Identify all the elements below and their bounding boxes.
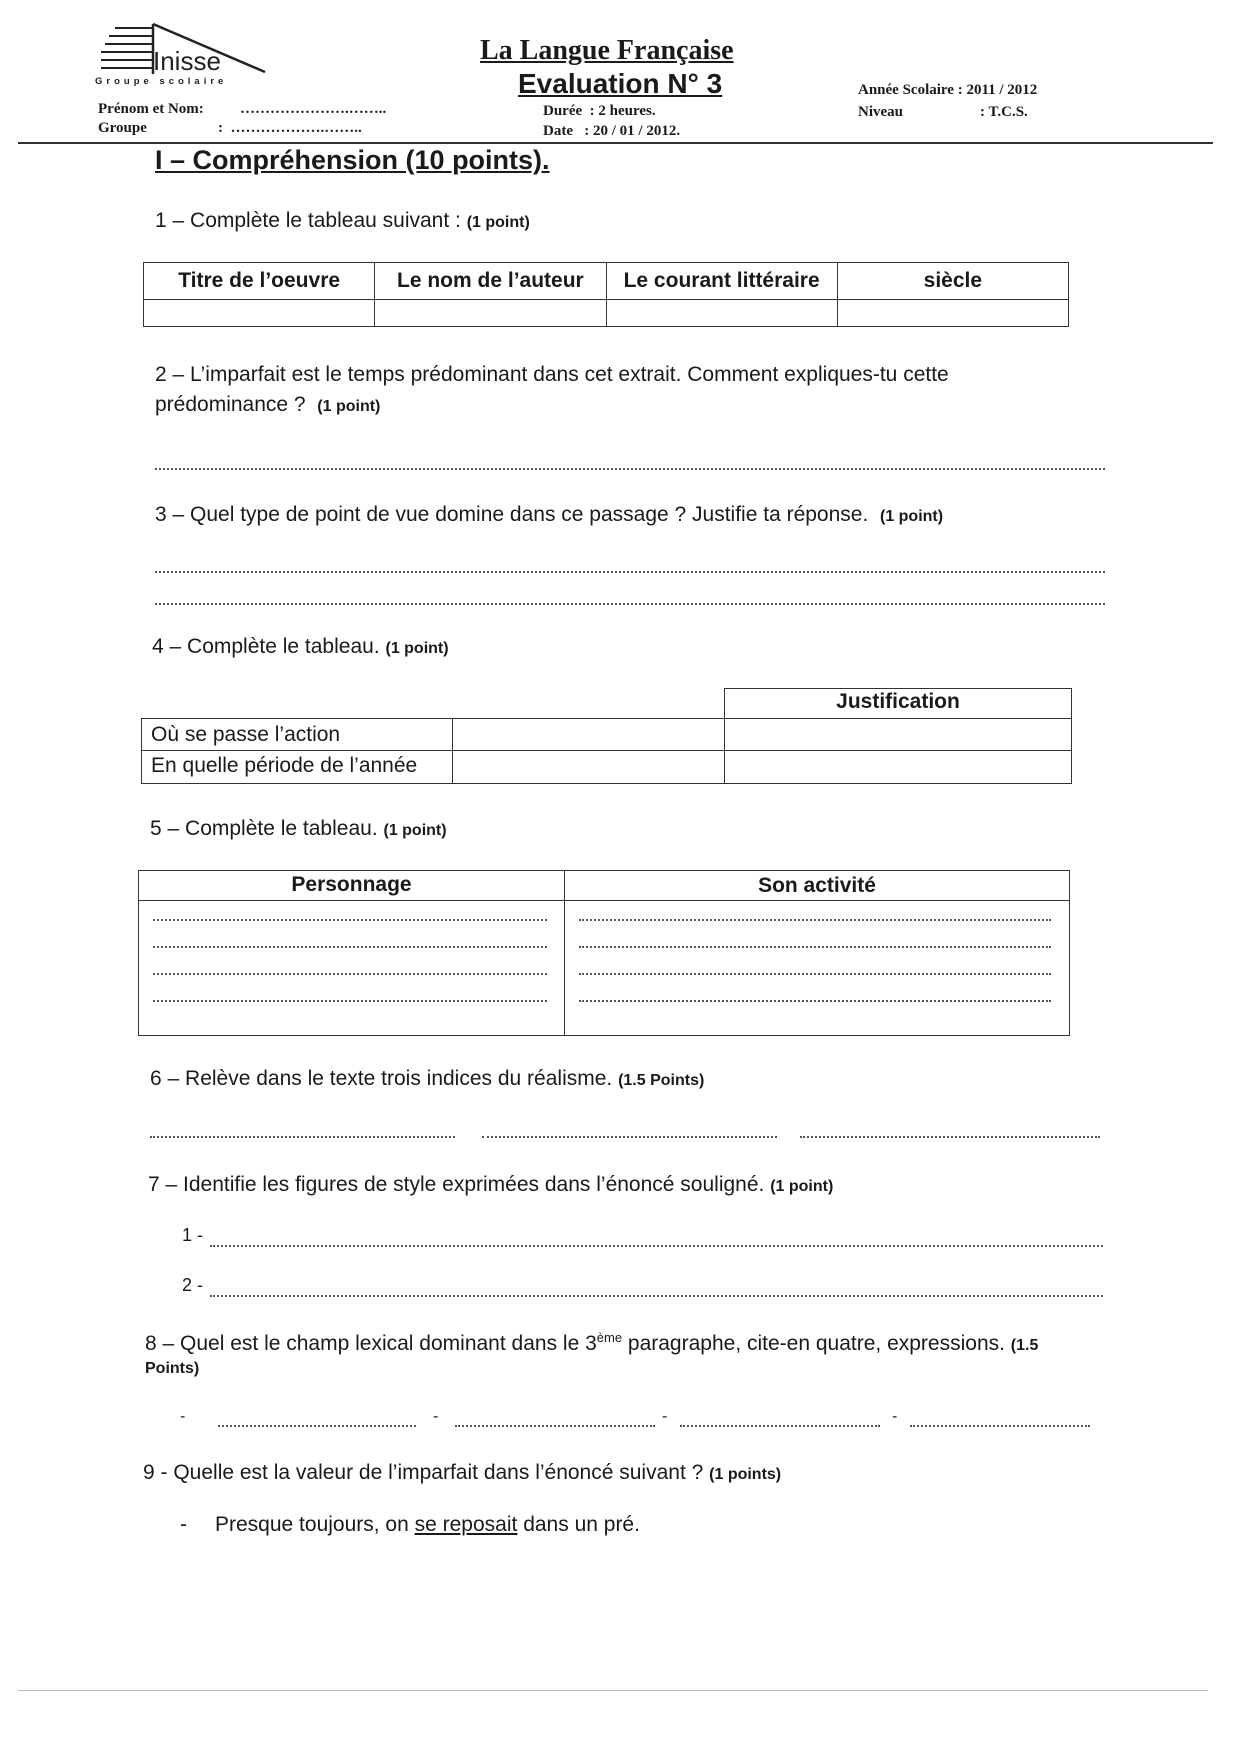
question-6: [150, 1064, 704, 1096]
question-8-sup: ème: [596, 1330, 623, 1345]
question-7-text: 7 – Identifie les figures de style exprimées dans l’énoncé souligné.: [148, 1173, 771, 1196]
answer-title-cell[interactable]: [144, 300, 375, 327]
question-2-text: prédominance ?: [155, 393, 318, 416]
school-logo: [95, 20, 285, 90]
question-5-text: 5 – Complète le tableau.: [150, 817, 384, 840]
question-2-line1: 2 – L’imparfait est le temps prédominant dans cet extrait. Comment expliques-tu cette: [155, 363, 949, 386]
question-8-text-b: paragraphe, cite-en quatre, expressions.: [622, 1332, 1011, 1355]
table-work-info: [143, 262, 1069, 327]
imparfait-sentence: [215, 1510, 640, 1540]
question-4-points: (1 point): [385, 640, 449, 657]
question-1-points: (1 point): [466, 214, 530, 231]
dash-3: -: [662, 1408, 668, 1425]
school-year: Année Scolaire : 2011 / 2012: [858, 82, 1038, 98]
logo-graphic: [95, 20, 285, 90]
row-action-place: Où se passe l’action: [151, 723, 341, 746]
table-setting: [141, 688, 1072, 784]
activity-line[interactable]: [579, 946, 1051, 948]
question-1: [155, 206, 530, 238]
activity-line[interactable]: [579, 919, 1051, 921]
answer-line-q7-1[interactable]: [210, 1245, 1103, 1247]
answer-line-q8-3[interactable]: [680, 1425, 880, 1427]
question-4-text: 4 – Complète le tableau.: [152, 635, 386, 658]
question-8-points-b: Points): [145, 1360, 200, 1377]
answer-century-cell[interactable]: [837, 300, 1068, 327]
question-8-text-a: 8 – Quel est le champ lexical dominant dans le 3: [145, 1332, 597, 1355]
activity-answer-lines[interactable]: [575, 919, 1055, 1002]
logo-tagline: Groupe scolaire: [95, 76, 228, 87]
question-6-text: 6 – Relève dans le texte trois indices du réalisme.: [150, 1067, 619, 1090]
question-5: [150, 814, 447, 846]
question-5-points: (1 point): [383, 822, 447, 839]
question-2-line2: [155, 390, 380, 422]
name-label: Prénom et Nom:: [98, 101, 204, 117]
dash-2: -: [433, 1408, 439, 1425]
page-title: La Langue Française: [480, 35, 734, 66]
header-author: Le nom de l’auteur: [375, 263, 606, 300]
question-9-text: 9 - Quelle est la valeur de l’imparfait dans l’énoncé suivant ?: [143, 1461, 710, 1484]
question-6-points: (1.5 Points): [618, 1072, 705, 1089]
question-4: [152, 632, 449, 664]
bullet-dash: -: [180, 1513, 187, 1536]
character-line[interactable]: [153, 973, 547, 975]
evaluation-number: Evaluation N° 3: [518, 68, 723, 99]
setting-col-divider-1: [452, 718, 453, 784]
answer-line-q8-1[interactable]: [218, 1425, 416, 1427]
footer-rule: [18, 1690, 1208, 1691]
question-8-points-a: (1.5: [1010, 1337, 1039, 1354]
table-characters: [138, 870, 1070, 1036]
header-character: Personnage: [291, 873, 412, 896]
duration: Durée : 2 heures.: [543, 103, 656, 119]
answer-movement-cell[interactable]: [606, 300, 837, 327]
header-activity: Son activité: [758, 874, 876, 897]
character-line[interactable]: [153, 946, 547, 948]
character-line[interactable]: [153, 919, 547, 921]
activity-line[interactable]: [579, 973, 1051, 975]
header-justification: Justification: [836, 690, 960, 713]
sentence-part-b: dans un pré.: [517, 1513, 640, 1536]
row-season: En quelle période de l’année: [151, 754, 418, 777]
question-8: [145, 1323, 1095, 1361]
header-title: Titre de l’oeuvre: [144, 263, 375, 300]
header-movement: Le courant littéraire: [606, 263, 837, 300]
character-line[interactable]: [153, 1000, 547, 1002]
underlined-verb: se reposait: [414, 1513, 518, 1536]
answer-author-cell[interactable]: [375, 300, 606, 327]
answer-season-cell[interactable]: [455, 752, 723, 781]
question-9: [143, 1458, 781, 1490]
justification-season-cell[interactable]: [727, 752, 1069, 781]
question-1-text: 1 – Complète le tableau suivant :: [155, 209, 467, 232]
section-title: I – Compréhension (10 points).: [155, 145, 550, 175]
answer-line-q3-1[interactable]: [155, 571, 1105, 573]
justification-place-cell[interactable]: [727, 720, 1069, 749]
answer-line-q6-3[interactable]: [800, 1136, 1100, 1138]
dash-1: -: [180, 1408, 186, 1425]
answer-line-q6-2[interactable]: [482, 1136, 777, 1138]
question-3-text: 3 – Quel type de point de vue domine dans ce passage ? Justifie ta réponse.: [155, 503, 880, 526]
group-field[interactable]: : ……………….……..: [218, 120, 362, 136]
answer-line-q8-2[interactable]: [455, 1425, 655, 1427]
question-9-points: (1 points): [709, 1466, 782, 1483]
logo-name: Inisse: [153, 46, 221, 76]
header-rule: [18, 142, 1213, 144]
figure-item-2-label: 2 -: [182, 1275, 204, 1295]
question-3: [155, 500, 943, 532]
level-value: : T.C.S.: [980, 104, 1028, 120]
group-label: Groupe: [98, 120, 147, 136]
answer-line-q8-4[interactable]: [910, 1425, 1090, 1427]
figure-item-1-label: 1 -: [182, 1225, 204, 1245]
dash-4: -: [892, 1408, 898, 1425]
answer-line-q2[interactable]: [155, 468, 1105, 470]
question-2-points: (1 point): [317, 398, 381, 415]
character-answer-lines[interactable]: [149, 919, 551, 1002]
header-century: siècle: [837, 263, 1068, 300]
sentence-part-a: Presque toujours, on: [215, 1513, 415, 1536]
question-7-points: (1 point): [770, 1178, 834, 1195]
answer-line-q6-1[interactable]: [150, 1136, 455, 1138]
question-3-points: (1 point): [879, 508, 944, 525]
characters-header-divider: [139, 900, 1069, 901]
level-label: Niveau: [858, 104, 903, 120]
question-7: [148, 1170, 833, 1202]
name-field[interactable]: ………………….……..: [240, 101, 387, 117]
activity-line[interactable]: [579, 1000, 1051, 1002]
answer-line-q7-2[interactable]: [210, 1295, 1103, 1297]
exam-date: Date : 20 / 01 / 2012.: [543, 123, 681, 139]
answer-line-q3-2[interactable]: [155, 603, 1105, 605]
answer-place-cell[interactable]: [455, 720, 723, 749]
